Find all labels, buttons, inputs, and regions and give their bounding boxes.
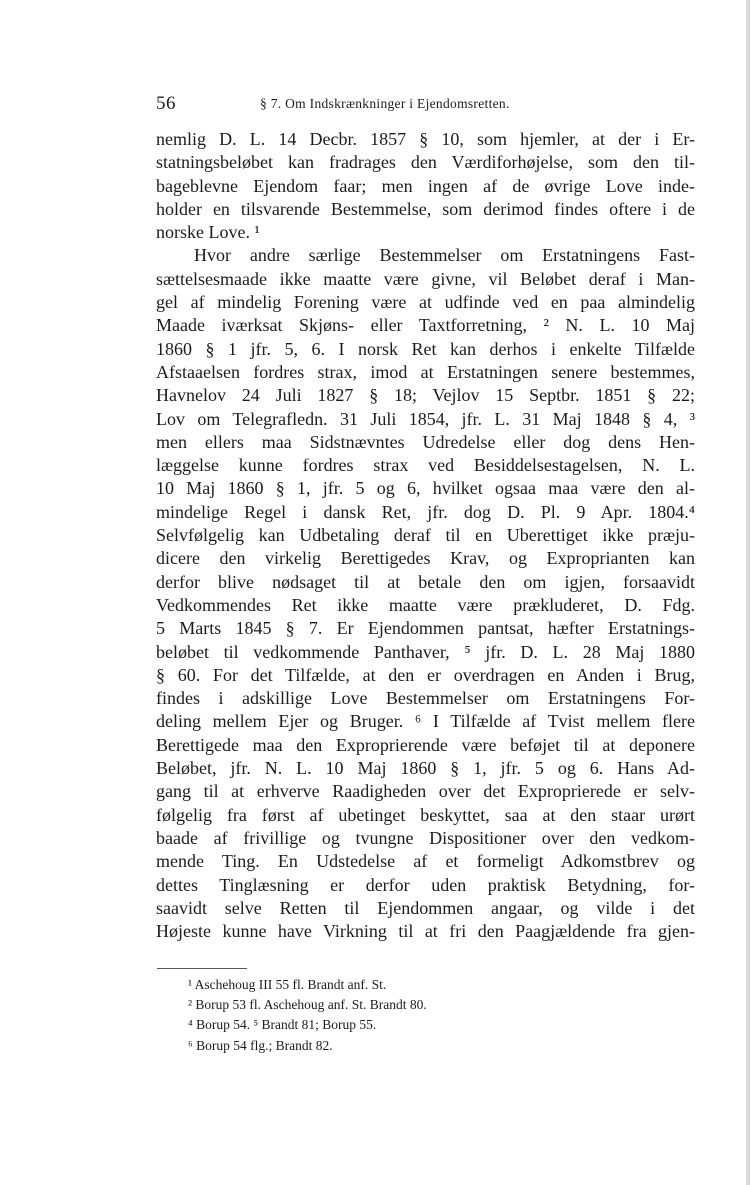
- text-line: findes i adskillige Love Bestemmelser om Erstatningens For-: [156, 688, 695, 709]
- text-line: baade af frivillige og tvungne Dispositioner over den vedkom-: [156, 827, 695, 848]
- footnotes: [188, 975, 608, 1056]
- footnote-divider: [157, 968, 247, 969]
- text-line: dettes Tinglæsning er derfor uden praktisk Betydning, for-: [156, 874, 695, 895]
- running-title: § 7. Om Indskrænkninger i Ejendomsretten.: [260, 96, 510, 111]
- text-line: deling mellem Ejer og Bruger. ⁶ I Tilfælde af Tvist mellem flere: [156, 711, 695, 732]
- text-line: nemlig D. L. 14 Decbr. 1857 § 10, som hjemler, at der i Er-: [156, 129, 695, 149]
- text-line: gel af mindelig Forening være at udfinde ved en paa almindelig: [156, 292, 695, 313]
- text-line: sættelsesmaade ikke maatte være givne, vil Beløbet deraf i Man-: [156, 268, 695, 289]
- text-line: 5 Marts 1845 § 7. Er Ejendommen pantsat, hæfter Erstatnings-: [156, 618, 695, 639]
- footnote: ⁶ Borup 54 flg.; Brandt 82.: [188, 1037, 333, 1053]
- footnote: ¹ Aschehoug III 55 fl. Brandt anf. St.: [188, 977, 387, 992]
- text-line: Højeste kunne have Virkning til at fri den Paagjældende fra gjen-: [156, 921, 695, 942]
- text-line: Havnelov 24 Juli 1827 § 18; Vejlov 15 Septbr. 1851 § 22;: [156, 385, 695, 406]
- text-line: holder en tilsvarende Bestemmelse, som derimod findes oftere i de: [156, 198, 695, 219]
- text-line: § 60. For det Tilfælde, at den er overdragen en Anden i Brug,: [156, 664, 695, 685]
- page-number: 56: [156, 93, 176, 114]
- footnote: ² Borup 53 fl. Aschehoug anf. St. Brandt 80.: [188, 997, 427, 1013]
- text-line: beløbet til vedkommende Panthaver, ⁵ jfr. D. L. 28 Maj 1880: [156, 641, 695, 662]
- text-line: dicere den virkelig Berettigedes Krav, og Exproprianten kan: [156, 548, 695, 569]
- text-line: saavidt selve Retten til Ejendommen angaar, og vilde i det: [156, 897, 695, 918]
- text-line: Lov om Telegrafledn. 31 Juli 1854, jfr. L. 31 Maj 1848 § 4, ³: [156, 408, 695, 429]
- text-line: Vedkommendes Ret ikke maatte være prækluderet, D. Fdg.: [156, 594, 695, 615]
- text-line: norske Love. ¹: [156, 222, 260, 243]
- footnote: ⁴ Borup 54. ⁵ Brandt 81; Borup 55.: [188, 1017, 377, 1033]
- text-line: derfor blive nødsaget til at betale den om igjen, forsaavidt: [156, 571, 695, 592]
- text-line: bageblevne Ejendom faar; men ingen af de øvrige Love inde-: [156, 175, 695, 196]
- text-line: 10 Maj 1860 § 1, jfr. 5 og 6, hvilket ogsaa maa være den al-: [156, 478, 695, 499]
- text-line: følgelig fra først af ubetinget beskyttet, saa at den staar urørt: [156, 804, 695, 825]
- text-line: 1860 § 1 jfr. 5, 6. I norsk Ret kan derhos i enkelte Tilfælde: [156, 338, 695, 359]
- text-line: mindelige Regel i dansk Ret, jfr. dog D. Pl. 9 Apr. 1804.⁴: [156, 501, 695, 522]
- text-line: Hvor andre særlige Bestemmelser om Erstatningens Fast-: [194, 245, 695, 266]
- text-line: mende Ting. En Udstedelse af et formeligt Adkomstbrev og: [156, 851, 695, 872]
- body-text: [156, 128, 695, 943]
- text-line: Selvfølgelig kan Udbetaling deraf til en Uberettiget ikke præju-: [156, 525, 695, 546]
- text-line: statningsbeløbet kan fradrages den Værdiforhøjelse, som den til-: [156, 152, 695, 173]
- text-line: Afstaaelsen fordres strax, imod at Erstatningen senere bestemmes,: [156, 361, 695, 382]
- text-line: gang til at erhverve Raadigheden over det Exproprierede er selv-: [156, 781, 695, 802]
- text-line: men ellers maa Sidstnævntes Udredelse eller dog dens Hen-: [156, 431, 695, 452]
- running-head: [156, 93, 696, 115]
- text-line: Beløbet, jfr. N. L. 10 Maj 1860 § 1, jfr. 5 og 6. Hans Ad-: [156, 758, 695, 779]
- text-line: Berettigede maa den Exproprierende være beføjet til at deponere: [156, 734, 695, 755]
- text-line: læggelse kunne fordres strax ved Besiddelsestagelsen, N. L.: [156, 455, 695, 476]
- page-edge: [746, 0, 750, 1185]
- text-line: Maade iværksat Skjøns- eller Taxtforretning, ² N. L. 10 Maj: [156, 315, 695, 336]
